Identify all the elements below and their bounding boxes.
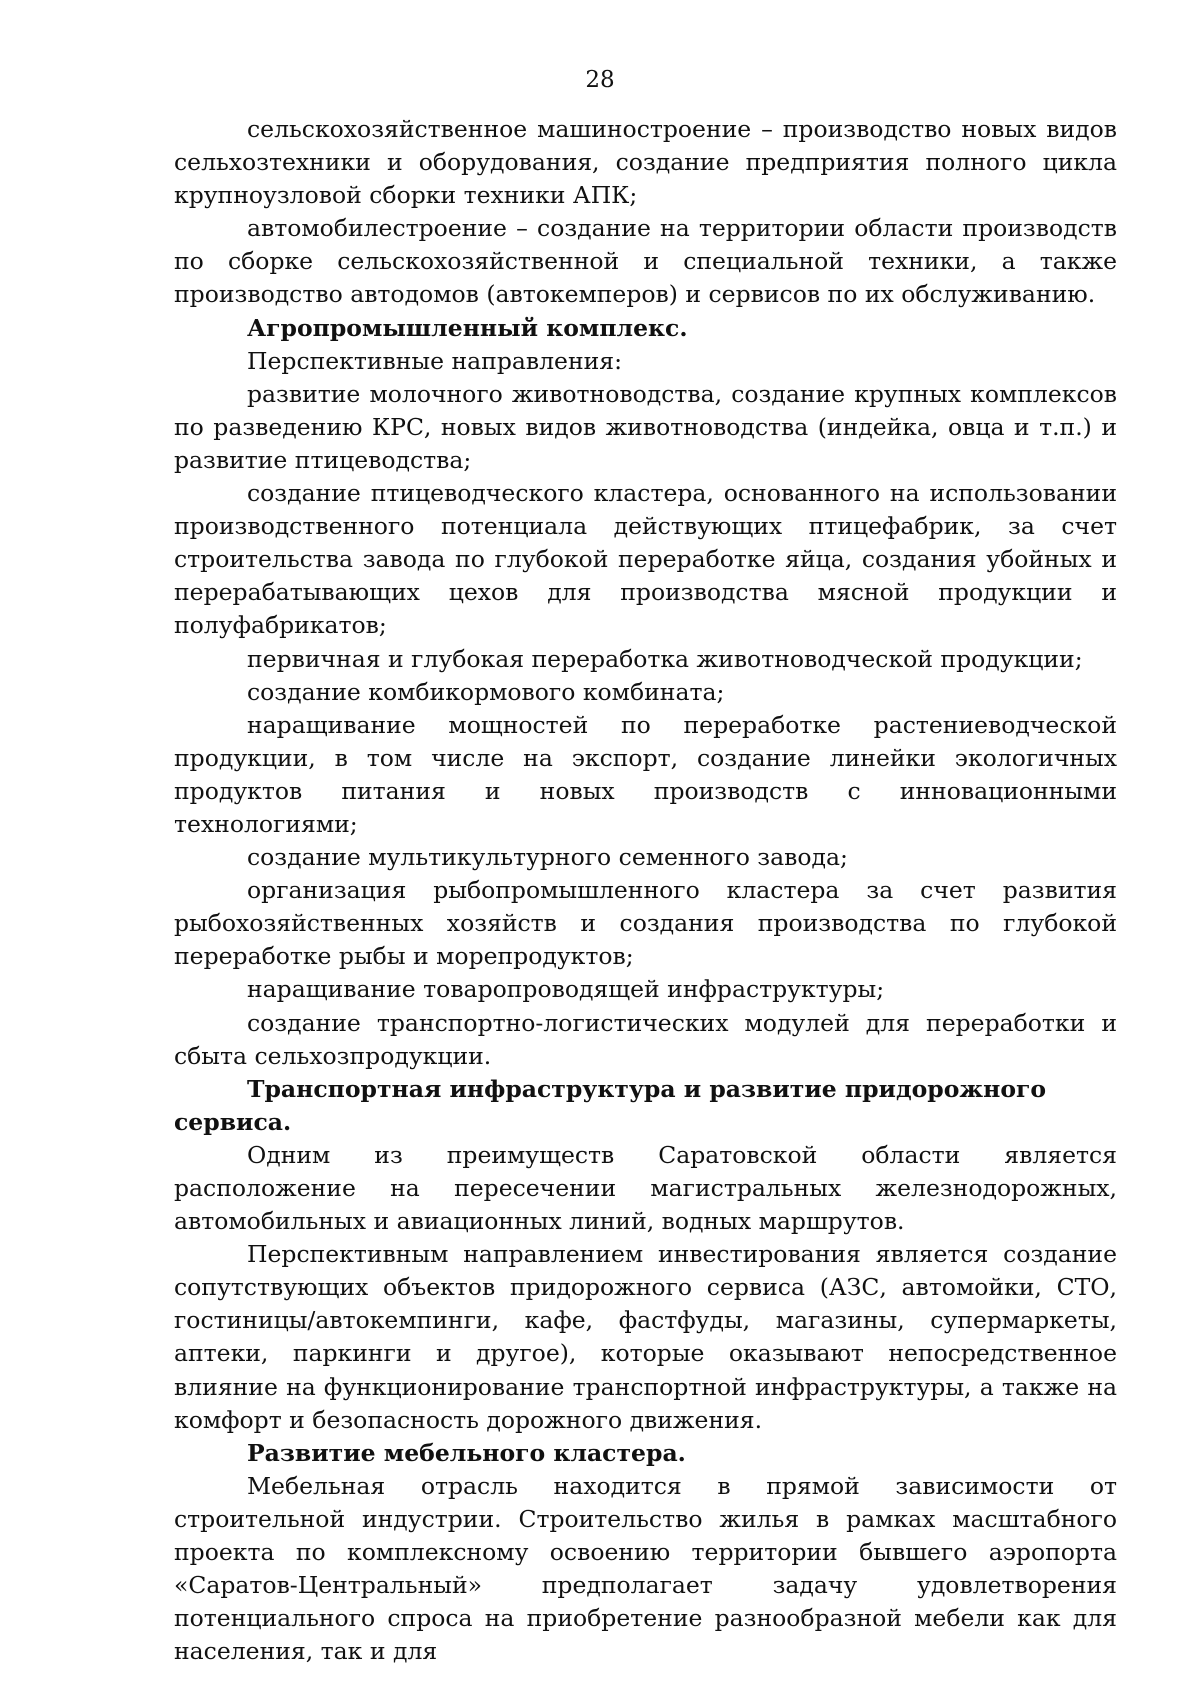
paragraph-automotive: автомобилестроение – создание на территории области производств по сборке сельскохозяйственной и специальной техники, а также производство автодомов (автокемперов) и сервисов по их обслуживанию. <box>174 214 1117 309</box>
paragraph-fish-cluster: организация рыбопромышленного кластера за счет развития рыбохозяйственных хозяйств и создания производства по глубокой переработке рыбы и морепродуктов; <box>174 876 1117 971</box>
page-number: 28 <box>585 67 615 93</box>
paragraph-seed-plant: создание мультикультурного семенного завода; <box>247 843 848 872</box>
paragraph-logistics-modules: создание транспортно-логистических модулей для переработки и сбыта сельхозпродукции. <box>174 1008 1117 1070</box>
heading-agro-industrial-complex: Агропромышленный комплекс. <box>247 313 688 342</box>
paragraph-prospective-directions: Перспективные направления: <box>247 346 623 375</box>
paragraph-agri-machinery: сельскохозяйственное машиностроение – производство новых видов сельхозтехники и оборудования, создание предприятия полного цикла крупноузловой сборки техники АПК; <box>174 115 1117 210</box>
paragraph-crop-processing: наращивание мощностей по переработке растениеводческой продукции, в том числе на экспорт, создание линейки экологичных продуктов питания и новых производств с инновационными технологиями; <box>174 710 1117 838</box>
heading-furniture-cluster: Развитие мебельного кластера. <box>247 1438 686 1467</box>
paragraph-feed-mill: создание комбикормового комбината; <box>247 677 725 706</box>
paragraph-poultry-cluster: создание птицеводческого кластера, основанного на использовании производственного потенциала действующих птицефабрик, за счет строительства завода по глубокой переработке яйца, создания убойных и перерабатывающих цехов для производства мясной продукции и полуфабрикатов; <box>174 479 1117 640</box>
paragraph-distribution-infrastructure: наращивание товаропроводящей инфраструктуры; <box>247 975 885 1004</box>
paragraph-furniture-industry: Мебельная отрасль находится в прямой зависимости от строительной индустрии. Строительство жилья в рамках масштабного проекта по комплексному освоению территории бывшего аэропорта «Саратов-Центральный» предполагает задачу удовлетворения потенциального спроса на приобретение разнообразной мебели как для населения, так и для <box>174 1471 1117 1666</box>
heading-transport-infrastructure: Транспортная инфраструктура и развитие придорожного сервиса. <box>174 1074 1047 1136</box>
document-body <box>174 113 1117 1668</box>
paragraph-dairy-livestock: развитие молочного животноводства, создание крупных комплексов по разведению КРС, новых видов животноводства (индейка, овца и т.п.) и развитие птицеводства; <box>174 379 1117 474</box>
paragraph-region-location: Одним из преимуществ Саратовской области является расположение на пересечении магистральных железнодорожных, автомобильных и авиационных линий, водных маршрутов. <box>174 1140 1117 1236</box>
paragraph-livestock-processing: первичная и глубокая переработка животноводческой продукции; <box>247 644 1083 673</box>
paragraph-roadside-service: Перспективным направлением инвестирования является создание сопутствующих объектов придорожного сервиса (АЗС, автомойки, СТО, гостиницы/автокемпинги, кафе, фастфуды, магазины, супермаркеты, аптеки, паркинги и другое), которые оказывают непосредственное влияние на функционирование транспортной инфраструктуры, а также на комфорт и безопасность дорожного движения. <box>174 1240 1117 1434</box>
